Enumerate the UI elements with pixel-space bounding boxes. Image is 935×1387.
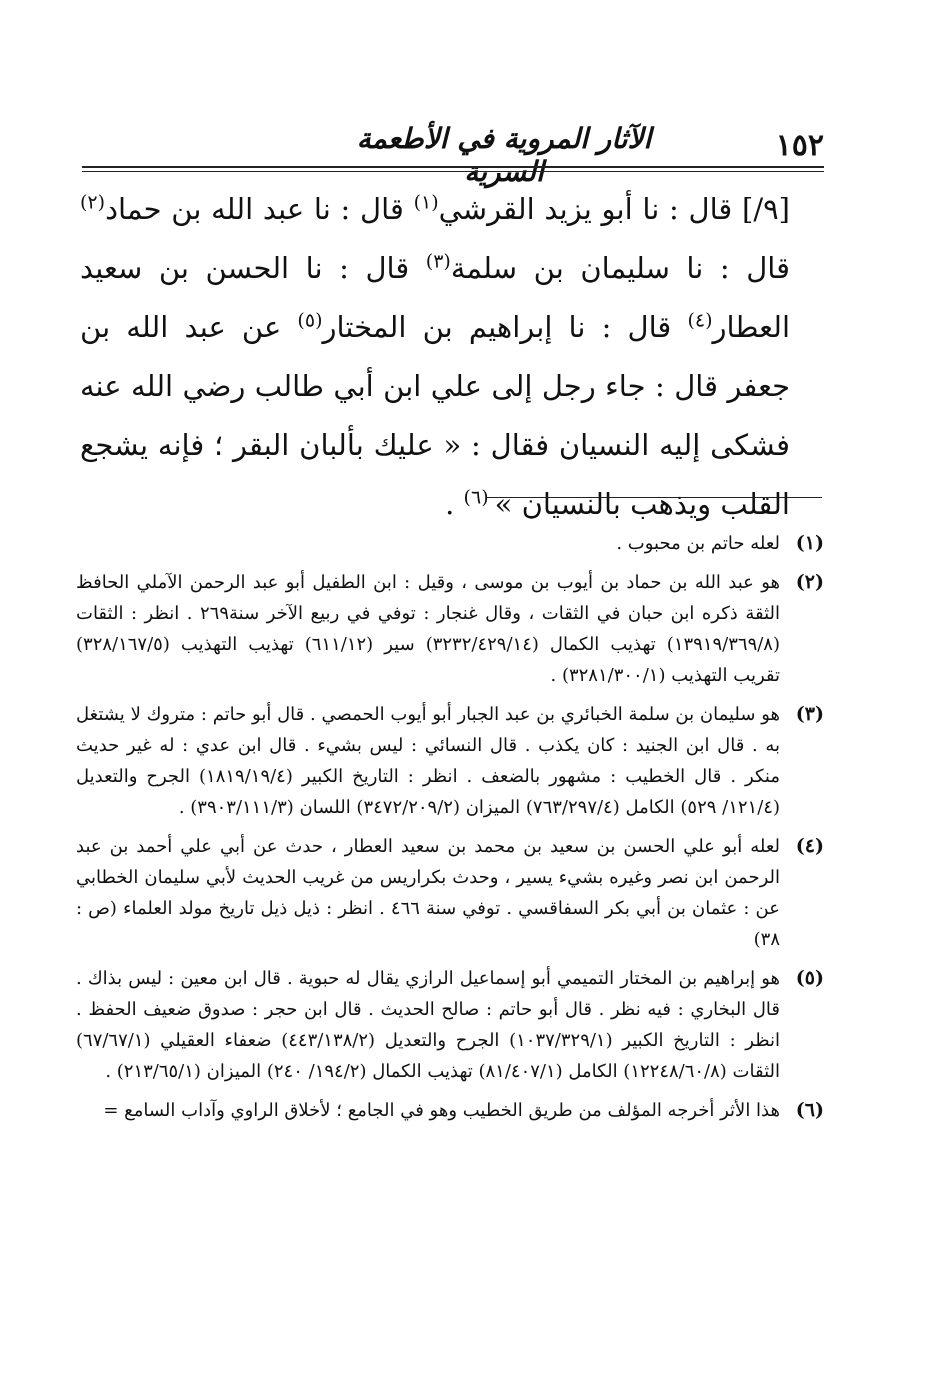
main-text-segment: قال : نا إبراهيم بن المختار bbox=[322, 310, 688, 344]
footnote bbox=[76, 1095, 824, 1126]
main-text-segment: عن عبد الله بن جعفر قال : جاء رجل إلى علي ابن أبي طالب رضي الله عنه فشكى إليه النسيان فقال : « عليك بألبان البقر ؛ فإنه يشجع القلب ويذهب بالنسيان » bbox=[80, 310, 790, 521]
footnote-text: هذا الأثر أخرجه المؤلف من طريق الخطيب وهو في الجامع ؛ لأخلاق الراوي وآداب السامع = bbox=[103, 1100, 780, 1121]
running-title: الآثار المروية في الأطعمة السرية bbox=[356, 122, 652, 188]
footnote bbox=[76, 699, 824, 823]
footnote-text: هو عبد الله بن حماد بن أيوب بن موسى ، وقيل : ابن الطفيل أبو عبد الرحمن الآملي الحافظ الثقة ذكره ابن حبان في الثقات ، وقال غنجار : توفي في ربيع الآخر سنة٢٦٩ . انظر : الثقات (١٣٩١٩/٣٦٩/٨) تهذيب الكمال (٣٢٣٢/٤٢٩/١٤) سير (٦١١/١٢) تهذيب التهذيب (٣٢٨/١٦٧/٥) تقريب التهذيب (٣٢٨١/٣٠٠/١) . bbox=[76, 572, 780, 686]
footnote bbox=[76, 567, 824, 691]
footnote-ref: (٣) bbox=[425, 250, 451, 273]
footnote-ref: (٥) bbox=[297, 309, 323, 332]
footnote-ref: (٦) bbox=[463, 486, 495, 509]
footnotes bbox=[76, 528, 824, 1134]
main-text bbox=[80, 180, 790, 534]
footnote-text: هو إبراهيم بن المختار التميمي أبو إسماعيل الرازي يقال له حبوية . قال ابن معين : ليس بذاك . قال البخاري : فيه نظر . قال أبو حاتم : صالح الحديث . قال ابن حجر : صدوق ضعيف الحفظ . انظر : التاريخ الكبير (١٠٣٧/٣٢٩/١) الجرح والتعديل (٤٤٣/١٣٨/٢) ضعفاء العقيلي (٦٧/٦٧/١) الثقات (١٢٢٤٨/٦٠/٨) الكامل (٨١/٤٠٧/١) تهذيب الكمال (١٩٤/٢/ ٢٤٠) الميزان (٢١٣/٦٥/١) . bbox=[76, 968, 781, 1082]
main-text-segment: [٩/] قال : نا أبو يزيد القرشي bbox=[438, 192, 790, 226]
main-text-segment: . bbox=[445, 487, 464, 521]
page-number: ١٥٢ bbox=[775, 128, 824, 163]
footnote-separator bbox=[486, 497, 822, 498]
footnote bbox=[76, 963, 824, 1087]
main-text-segment: قال : نا عبد الله بن حماد bbox=[105, 192, 414, 226]
main-text-segment: قال : نا سليمان بن سلمة bbox=[450, 251, 790, 285]
footnote-number: (٤) bbox=[795, 835, 824, 857]
main-text-segment: قال : نا الحسن بن سعيد العطار bbox=[80, 251, 791, 344]
footnote-number: (٥) bbox=[795, 967, 824, 989]
footnote-number: (٢) bbox=[795, 571, 824, 593]
footnote-text: لعله أبو علي الحسن بن سعيد بن محمد بن سعيد العطار ، حدث عن أبي علي أحمد بن عبد الرحمن ابن نصر وغيره بشيء يسير ، وحدث بكراريس من غريب الحديث لأبي سليمان الخطابي عن : عثمان بن أبي بكر السفاقسي . توفي سنة ٤٦٦ . انظر : ذيل ذيل تاريخ مولد العلماء (ص : ٣٨) bbox=[76, 836, 780, 950]
footnote-ref: (٢) bbox=[80, 191, 106, 214]
footnote bbox=[76, 528, 824, 559]
footnote bbox=[76, 831, 824, 955]
footnote-number: (٦) bbox=[795, 1099, 824, 1121]
footnote-number: (١) bbox=[795, 532, 824, 554]
footnote-text: لعله حاتم بن محبوب . bbox=[616, 533, 780, 554]
footnote-ref: (٤) bbox=[687, 309, 713, 332]
footnote-number: (٣) bbox=[795, 703, 824, 725]
header-rule bbox=[82, 166, 824, 168]
footnote-text: هو سليمان بن سلمة الخبائري بن عبد الجبار أبو أيوب الحمصي . قال أبو حاتم : متروك لا يشتغل به . قال ابن الجنيد : كان يكذب . قال النسائي : ليس بشيء . قال ابن عدي : له غير حديث منكر . قال الخطيب : مشهور بالضعف . انظر : التاريخ الكبير (١٨١٩/١٩/٤) الجرح والتعديل (١٢١/٤/ ٥٢٩) الكامل (٧٦٣/٢٩٧/٤) الميزان (٣٤٧٢/٢٠٩/٢) اللسان (٣٩٠٣/١١١/٣) . bbox=[76, 704, 780, 818]
page-header bbox=[82, 118, 824, 188]
footnote-ref: (١) bbox=[413, 191, 439, 214]
header-rule-thin bbox=[82, 171, 824, 172]
